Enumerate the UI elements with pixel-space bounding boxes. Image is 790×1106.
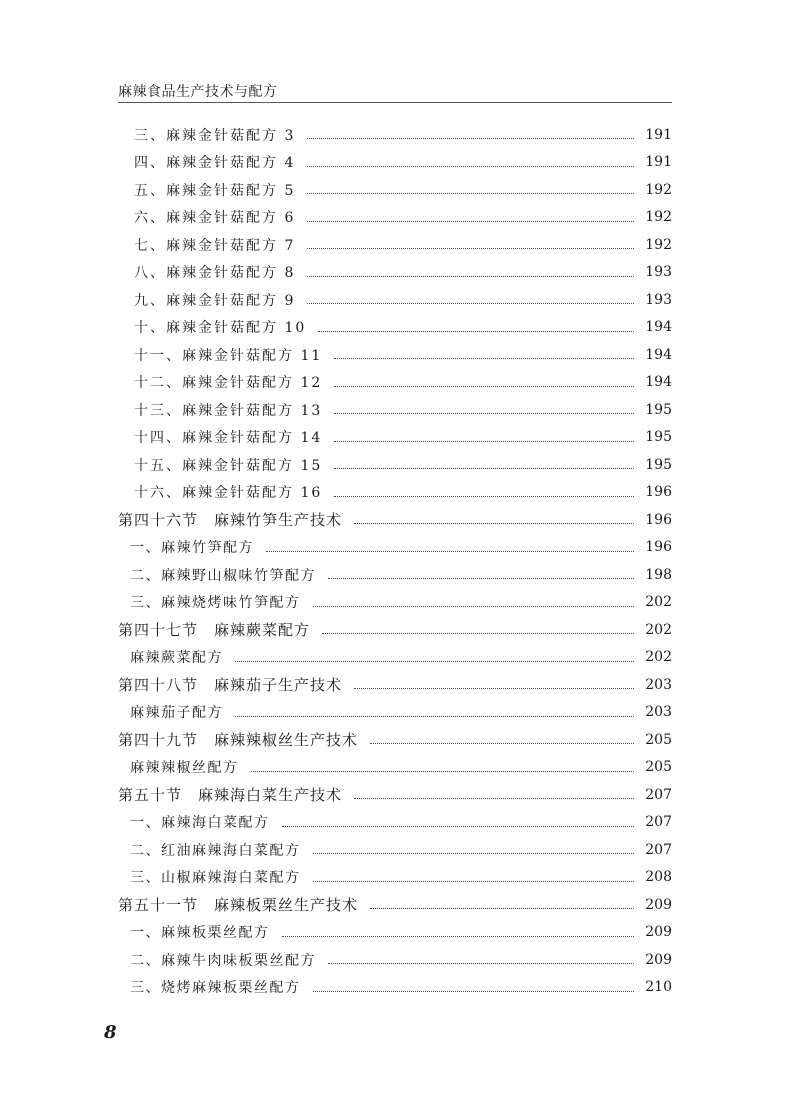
toc-section[interactable] <box>118 891 672 919</box>
toc-entry-label: 十二、麻辣金针菇配方 12 <box>134 375 323 392</box>
toc-subentry[interactable] <box>118 699 672 727</box>
toc-subentry-page: 203 <box>645 704 672 721</box>
table-of-contents <box>118 121 672 1001</box>
leader-dots <box>251 771 635 772</box>
toc-entry-page: 193 <box>645 291 672 308</box>
running-header <box>118 80 672 103</box>
leader-dots <box>235 661 634 662</box>
leader-dots <box>334 358 634 359</box>
toc-subentry-page: 208 <box>645 869 672 886</box>
leader-dots <box>334 386 634 387</box>
toc-subentry-label: 一、麻辣板栗丝配方 <box>130 925 270 942</box>
toc-entry-label: 七、麻辣金针菇配方 7 <box>134 237 296 254</box>
toc-section[interactable] <box>118 616 672 644</box>
toc-entry-page: 194 <box>645 346 672 363</box>
leader-dots <box>354 523 634 524</box>
toc-subentry-page: 202 <box>645 649 672 666</box>
toc-subentry[interactable] <box>118 974 672 1002</box>
toc-subentry[interactable] <box>118 836 672 864</box>
toc-entry-page: 192 <box>645 181 672 198</box>
toc-section-page: 209 <box>645 896 672 913</box>
toc-entry-page: 191 <box>645 154 672 171</box>
leader-dots <box>334 468 634 469</box>
toc-entry-page: 195 <box>645 429 672 446</box>
toc-entry[interactable] <box>118 149 672 177</box>
toc-subentry[interactable] <box>118 589 672 617</box>
leader-dots <box>313 881 635 882</box>
leader-dots <box>328 963 634 964</box>
toc-subentry[interactable] <box>118 946 672 974</box>
toc-subentry-page: 207 <box>645 814 672 831</box>
toc-subentry-label: 二、麻辣野山椒味竹笋配方 <box>130 567 316 584</box>
toc-subentry-label: 一、麻辣竹笋配方 <box>130 540 254 557</box>
toc-subentry-page: 209 <box>645 924 672 941</box>
toc-subentry-label: 麻辣茄子配方 <box>130 705 223 722</box>
leader-dots <box>282 936 635 937</box>
toc-section-label: 第四十七节 麻辣蕨菜配方 <box>118 621 311 640</box>
leader-dots <box>282 826 635 827</box>
toc-entry-page: 192 <box>645 209 672 226</box>
leader-dots <box>307 303 634 304</box>
leader-dots <box>334 496 634 497</box>
toc-entry-page: 194 <box>645 319 672 336</box>
toc-subentry-page: 198 <box>645 566 672 583</box>
toc-entry[interactable] <box>118 396 672 424</box>
toc-subentry-page: 210 <box>645 979 672 996</box>
toc-entry-label: 十一、麻辣金针菇配方 11 <box>134 347 323 364</box>
toc-entry[interactable] <box>118 259 672 287</box>
toc-entry-page: 191 <box>645 126 672 143</box>
toc-section[interactable] <box>118 781 672 809</box>
toc-subentry[interactable] <box>118 644 672 672</box>
leader-dots <box>235 716 634 717</box>
toc-entry-label: 十三、麻辣金针菇配方 13 <box>134 402 323 419</box>
leader-dots <box>313 853 635 854</box>
book-title: 麻辣食品生产技术与配方 <box>118 84 278 100</box>
toc-entry-page: 193 <box>645 264 672 281</box>
leader-dots <box>266 551 634 552</box>
toc-entry[interactable] <box>118 204 672 232</box>
toc-section-page: 205 <box>645 731 672 748</box>
toc-entry-page: 195 <box>645 456 672 473</box>
toc-section-label: 第四十八节 麻辣茄子生产技术 <box>118 676 343 695</box>
page-number: 8 <box>104 1022 117 1043</box>
toc-entry-label: 十、麻辣金针菇配方 10 <box>134 320 307 337</box>
leader-dots <box>334 441 634 442</box>
leader-dots <box>354 798 634 799</box>
leader-dots <box>370 908 634 909</box>
leader-dots <box>313 606 635 607</box>
toc-entry-page: 196 <box>645 484 672 501</box>
leader-dots <box>307 193 634 194</box>
toc-subentry-label: 三、烧烤麻辣板栗丝配方 <box>130 980 301 997</box>
leader-dots <box>328 578 634 579</box>
toc-entry-label: 十五、麻辣金针菇配方 15 <box>134 457 323 474</box>
toc-subentry[interactable] <box>118 864 672 892</box>
leader-dots <box>322 633 634 634</box>
leader-dots <box>307 138 634 139</box>
toc-entry-label: 五、麻辣金针菇配方 5 <box>134 182 296 199</box>
toc-subentry[interactable] <box>118 754 672 782</box>
toc-entry[interactable] <box>118 369 672 397</box>
toc-subentry-page: 202 <box>645 594 672 611</box>
toc-entry-label: 八、麻辣金针菇配方 8 <box>134 265 296 282</box>
toc-entry[interactable] <box>118 231 672 259</box>
toc-section-label: 第四十六节 麻辣竹笋生产技术 <box>118 511 343 530</box>
toc-subentry[interactable] <box>118 919 672 947</box>
toc-section-label: 第五十节 麻辣海白菜生产技术 <box>118 786 343 805</box>
toc-entry[interactable] <box>118 314 672 342</box>
toc-subentry-label: 一、麻辣海白菜配方 <box>130 815 270 832</box>
toc-subentry-page: 207 <box>645 841 672 858</box>
toc-entry-label: 十四、麻辣金针菇配方 14 <box>134 430 323 447</box>
leader-dots <box>307 166 634 167</box>
toc-subentry-label: 二、红油麻辣海白菜配方 <box>130 842 301 859</box>
toc-subentry[interactable] <box>118 534 672 562</box>
toc-subentry-label: 麻辣辣椒丝配方 <box>130 760 239 777</box>
toc-subentry[interactable] <box>118 809 672 837</box>
toc-entry[interactable] <box>118 121 672 149</box>
toc-subentry-page: 209 <box>645 951 672 968</box>
toc-section-page: 196 <box>645 511 672 528</box>
toc-entry[interactable] <box>118 286 672 314</box>
toc-subentry[interactable] <box>118 561 672 589</box>
toc-entry-page: 192 <box>645 236 672 253</box>
toc-section-label: 第四十九节 麻辣辣椒丝生产技术 <box>118 731 359 750</box>
toc-entry-label: 六、麻辣金针菇配方 6 <box>134 210 296 227</box>
toc-entry-label: 三、麻辣金针菇配方 3 <box>134 127 296 144</box>
toc-entry-label: 九、麻辣金针菇配方 9 <box>134 292 296 309</box>
toc-entry-page: 194 <box>645 374 672 391</box>
toc-subentry-page: 205 <box>645 759 672 776</box>
leader-dots <box>354 688 634 689</box>
toc-subentry-label: 三、山椒麻辣海白菜配方 <box>130 870 301 887</box>
toc-section-page: 203 <box>645 676 672 693</box>
toc-section[interactable] <box>118 506 672 534</box>
toc-entry[interactable] <box>118 176 672 204</box>
leader-dots <box>313 991 635 992</box>
toc-entry-page: 195 <box>645 401 672 418</box>
toc-entry-label: 十六、麻辣金针菇配方 16 <box>134 485 323 502</box>
leader-dots <box>370 743 634 744</box>
toc-entry[interactable] <box>118 479 672 507</box>
toc-entry[interactable] <box>118 341 672 369</box>
toc-subentry-label: 三、麻辣烧烤味竹笋配方 <box>130 595 301 612</box>
toc-entry-label: 四、麻辣金针菇配方 4 <box>134 155 296 172</box>
leader-dots <box>318 331 634 332</box>
leader-dots <box>334 413 634 414</box>
toc-section-page: 202 <box>645 621 672 638</box>
toc-entry[interactable] <box>118 451 672 479</box>
toc-subentry-page: 196 <box>645 539 672 556</box>
leader-dots <box>307 248 634 249</box>
toc-subentry-label: 二、麻辣牛肉味板栗丝配方 <box>130 952 316 969</box>
toc-section-label: 第五十一节 麻辣板栗丝生产技术 <box>118 896 359 915</box>
leader-dots <box>307 276 634 277</box>
toc-section-page: 207 <box>645 786 672 803</box>
toc-subentry-label: 麻辣蕨菜配方 <box>130 650 223 667</box>
toc-section[interactable] <box>118 726 672 754</box>
leader-dots <box>307 221 634 222</box>
toc-section[interactable] <box>118 671 672 699</box>
toc-entry[interactable] <box>118 424 672 452</box>
